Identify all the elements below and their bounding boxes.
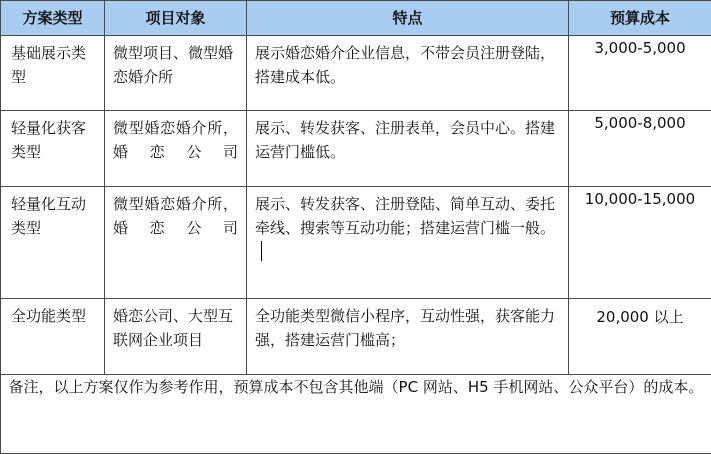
- plan-features: 展示、转发获客、注册表单，会员中心。搭建运营门槛低。: [255, 119, 556, 161]
- header-cost: 预算成本: [569, 1, 711, 36]
- table-row: [1, 111, 711, 187]
- plan-type: 基础展示类型: [11, 44, 87, 86]
- table-row: [1, 36, 711, 111]
- plan-cost: 3,000-5,000: [569, 36, 711, 111]
- plan-cost: 10,000-15,000: [569, 187, 711, 299]
- note-row: [1, 375, 711, 454]
- plan-type: 轻量化获客类型: [11, 119, 87, 161]
- plan-cost: 5,000-8,000: [569, 111, 711, 187]
- header-features: 特点: [247, 1, 569, 36]
- plan-type: 轻量化互动类型: [11, 195, 87, 237]
- plan-type: 全功能类型: [11, 307, 87, 325]
- plan-target: 微型婚恋婚介所，婚恋公司: [113, 119, 238, 161]
- plan-features: 展示婚恋婚介企业信息，不带会员注册登陆，搭建成本低。: [255, 44, 556, 86]
- plan-features: 全功能类型微信小程序，互动性强，获客能力强，搭建运营门槛高；: [255, 307, 556, 349]
- plan-target: 微型婚恋婚介所，婚恋公司: [113, 195, 238, 237]
- plan-target: 婚恋公司、大型互联网企业项目: [113, 307, 234, 349]
- plan-cost: 20,000 以上: [569, 299, 711, 375]
- note-text: 备注，以上方案仅作为参考作用，预算成本不包含其他端（PC 网站、H5 手机网站、公众平台）的成本。: [1, 375, 711, 454]
- header-target: 项目对象: [105, 1, 247, 36]
- plan-features: 展示、转发获客、注册登陆、简单互动、委托牵线、搜索等互动功能；搭建运营门槛一般。: [255, 195, 556, 237]
- header-type: 方案类型: [1, 1, 105, 36]
- table-row: [1, 187, 711, 299]
- plan-target: 微型项目、微型婚恋婚介所: [113, 44, 234, 86]
- table-row: [1, 299, 711, 375]
- header-row: [1, 1, 711, 36]
- text-cursor: [261, 241, 262, 261]
